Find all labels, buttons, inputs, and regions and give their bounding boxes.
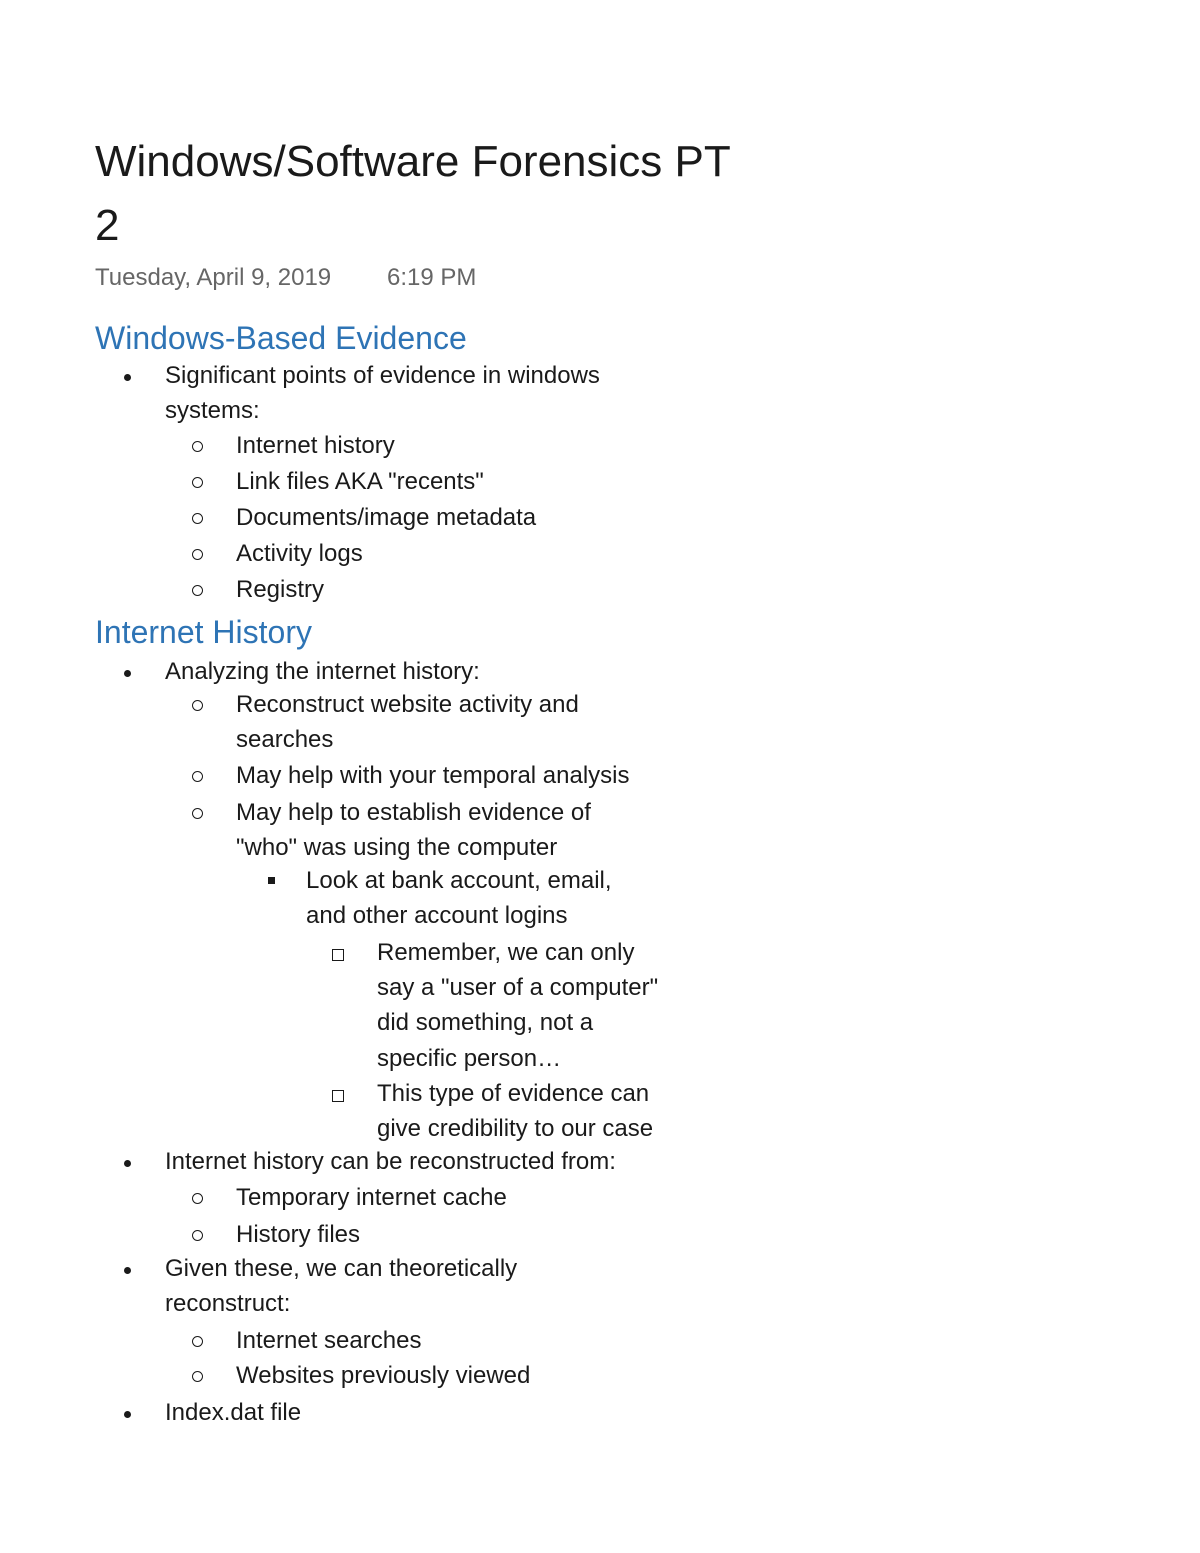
list-item-text: reconstruct: bbox=[165, 1290, 291, 1317]
list-item-text: did something, not a bbox=[377, 1009, 594, 1036]
list-item-text: Documents/image metadata bbox=[236, 504, 537, 531]
bullet-circle-icon bbox=[192, 808, 203, 819]
list-item-text: searches bbox=[236, 726, 334, 753]
bullet-box-icon bbox=[332, 949, 344, 961]
bullet-square-icon bbox=[268, 877, 275, 884]
title-line-2: 2 bbox=[95, 201, 120, 250]
list-item-text: Link files AKA "recents" bbox=[236, 468, 484, 495]
bullet-circle-icon bbox=[192, 700, 203, 711]
list-item-text: Internet history bbox=[236, 432, 395, 459]
list-item-text: Index.dat file bbox=[165, 1399, 302, 1426]
bullet-circle-icon bbox=[192, 513, 203, 524]
list-item-text: History files bbox=[236, 1221, 361, 1248]
list-item-text: Temporary internet cache bbox=[236, 1184, 507, 1211]
list-item-text: Registry bbox=[236, 576, 325, 603]
bullet-circle-icon bbox=[192, 1371, 203, 1382]
list-item-text: give credibility to our case bbox=[377, 1115, 654, 1142]
bullet-circle-icon bbox=[192, 585, 203, 596]
bullet-disc-icon bbox=[124, 1267, 131, 1274]
list-item-text: Internet history can be reconstructed from: bbox=[165, 1148, 616, 1175]
bullet-disc-icon bbox=[124, 374, 131, 381]
section-heading: Windows-Based Evidence bbox=[95, 320, 467, 356]
list-item-text: Look at bank account, email, bbox=[306, 867, 612, 894]
page-meta bbox=[95, 262, 477, 294]
list-item-text: Given these, we can theoretically bbox=[165, 1255, 518, 1282]
list-item-text: say a "user of a computer" bbox=[377, 974, 659, 1001]
bullet-circle-icon bbox=[192, 549, 203, 560]
list-item-text: and other account logins bbox=[306, 902, 568, 929]
bullet-box-icon bbox=[332, 1090, 344, 1102]
bullet-circle-icon bbox=[192, 771, 203, 782]
bullet-disc-icon bbox=[124, 1160, 131, 1167]
bullet-circle-icon bbox=[192, 441, 203, 452]
page-time: 6:19 PM bbox=[387, 264, 477, 291]
bullet-disc-icon bbox=[124, 1411, 131, 1418]
page-title bbox=[95, 130, 815, 258]
list-item-text: "who" was using the computer bbox=[236, 834, 558, 861]
page-date: Tuesday, April 9, 2019 bbox=[95, 264, 332, 291]
bullet-circle-icon bbox=[192, 477, 203, 488]
list-item-text: Remember, we can only bbox=[377, 939, 635, 966]
list-item-text: Reconstruct website activity and bbox=[236, 691, 579, 718]
bullet-disc-icon bbox=[124, 670, 131, 677]
list-item-text: This type of evidence can bbox=[377, 1080, 650, 1107]
list-item-text: Internet searches bbox=[236, 1327, 422, 1354]
title-line-1: Windows/Software Forensics PT bbox=[95, 137, 731, 186]
list-item-text: Analyzing the internet history: bbox=[165, 658, 480, 685]
list-item-text: May help to establish evidence of bbox=[236, 799, 591, 826]
list-item-text: systems: bbox=[165, 397, 260, 424]
bullet-circle-icon bbox=[192, 1193, 203, 1204]
bullet-circle-icon bbox=[192, 1230, 203, 1241]
section-heading: Internet History bbox=[95, 614, 312, 650]
list-item-text: specific person… bbox=[377, 1045, 562, 1072]
bullet-circle-icon bbox=[192, 1336, 203, 1347]
list-item-text: Activity logs bbox=[236, 540, 363, 567]
list-item-text: May help with your temporal analysis bbox=[236, 762, 630, 789]
list-item-text: Websites previously viewed bbox=[236, 1362, 531, 1389]
list-item-text: Significant points of evidence in windows bbox=[165, 362, 600, 389]
